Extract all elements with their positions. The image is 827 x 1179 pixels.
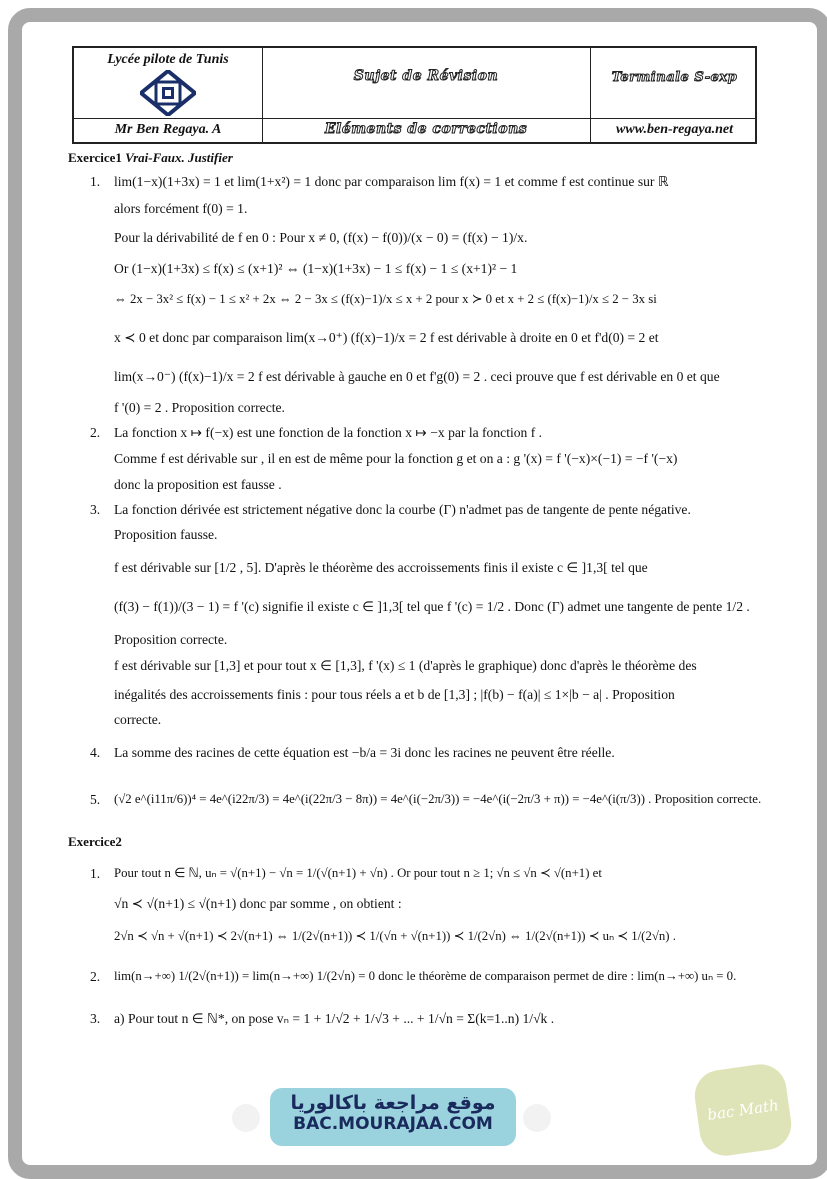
text-line: a) Pour tout n ∈ ℕ*, on pose vₙ = 1 + 1/√2 + 1/√3 + ... + 1/√n = Σ(k=1..n) 1/√k . (114, 1011, 555, 1027)
text-line: inégalités des accroissements finis : pour tous réels a et b de [1,3] ; |f(b) − f(a)| ≤ 1×|b − a| . Proposition (114, 686, 675, 702)
ex2-question-3: 3. a) Pour tout n ∈ ℕ*, on pose vₙ = 1 + 1/√2 + 1/√3 + ... + 1/√n = Σ(k=1..n) 1/√k . (68, 1011, 768, 1028)
bac-math-logo: bac Math (691, 1061, 794, 1159)
text-line: (f(3) − f(1))/(3 − 1) = f '(c) signifie il existe c ∈ ]1,3[ tel que f '(c) = 1/2 . Donc (Γ) admet une tangente de pente 1/2 . (114, 599, 750, 615)
document-body (68, 150, 768, 1028)
level-label: Terminale S-exp (611, 70, 738, 85)
text-line: La somme des racines de cette équation est −b/a = 3i donc les racines ne peuvent être réelle. (114, 744, 615, 760)
exercise2-heading: Exercice2 (68, 833, 122, 849)
text-line: f est dérivable sur [1/2 , 5]. D'après le théorème des accroissements finis il existe c ∈ ]1,3[ tel que (114, 560, 648, 576)
text-line: La fonction dérivée est strictement négative donc la courbe (Γ) n'admet pas de tangente de pente négative. (114, 502, 691, 518)
text-line: x ≺ 0 et donc par comparaison lim(x→0⁺) (f(x)−1)/x = 2 f est dérivable à droite en 0 et f'd(0) = 2 et (114, 330, 659, 346)
ex1-question-5: 5. (√2 e^(i11π/6))⁴ = 4e^(i22π/3) = 4e^(i(22π/3 − 8π)) = 4e^(i(−2π/3)) = −4e^(i(−2π/3 + π)) = −4e^(i(π/3)) . Proposition correcte. (68, 792, 768, 808)
text-line: Comme f est dérivable sur , il en est de même pour la fonction g et on a : g '(x) = f '(−x)×(−1) = −f '(−x) (114, 451, 678, 467)
banner-arabic-title: موقع مراجعة باكالوريا (290, 1092, 496, 1114)
school-name: Lycée pilote de Tunis (107, 52, 229, 67)
book-logo-icon (523, 1104, 551, 1132)
ex2-question-1: 1. Pour tout n ∈ ℕ, uₙ = √(n+1) − √n = 1/(√(n+1) + √n) . Or pour tout n ≥ 1; √n ≤ √n ≺ √(n+1) et √n ≺ √(n+1) ≤ √(n+1) donc par somme , on obtient : 2√n ≺ √n + √(n+1) ≺ 2√(n+1) ⇔ 1/(2√(n+1)) ≺ 1/(√n + √(n+1)) ≺ 1/(2√n) ⇔ 1/(2√(n+1)) ≺ uₙ ≺ 1/(2√n) . (68, 866, 768, 945)
ex1-question-3: 3. La fonction dérivée est strictement négative donc la courbe (Γ) n'admet pas de tangente de pente négative. Proposition fausse. f est dérivable sur [1/2 , 5]. D'après le théorème des accroissements finis il existe c ∈ ]1,3[ tel que (f(3) − f(1))/(3 − 1) = f '(c) signifie il existe c ∈ ]1,3[ tel que f '(c) = 1/2 . Donc (Γ) admet une tangente de pente 1/2 . Proposition correcte. f est dérivable sur [1,3] et pour tout x ∈ [1,3], f '(x) ≤ 1 (d'après le graphique) donc d'après le théorème des inégalités des accroissements finis : pour tous réels a et b de [1,3] ; |f(b) − f(a)| ≤ 1×|b − a| . Proposition correcte. (68, 502, 768, 729)
ex1-question-2: 2. La fonction x ↦ f(−x) est une fonction de la fonction x ↦ −x par la fonction f . Comme f est dérivable sur , il en est de même pour la fonction g et on a : g '(x) = f '(−x)×(−1) = −f '(−x) donc la proposition est fausse . (68, 425, 768, 494)
header-table (72, 46, 757, 144)
text-line: correcte. (114, 711, 162, 727)
text-line: Proposition correcte. (114, 632, 228, 648)
site-banner[interactable] (270, 1088, 516, 1146)
ex2-question-2: 2. lim(n→+∞) 1/(2√(n+1)) = lim(n→+∞) 1/(2√n) = 0 donc le théorème de comparaison permet de dire : lim(n→+∞) uₙ = 0. (68, 969, 768, 985)
exercise1-heading: Exercice1 Vrai-Faux. Justifier (68, 150, 233, 165)
banner-site-url[interactable]: BAC.MOURAJAA.COM (293, 1114, 493, 1134)
website[interactable]: www.ben-regaya.net (616, 122, 733, 137)
text-line: Pour la dérivabilité de f en 0 : Pour x ≠ 0, (f(x) − f(0))/(x − 0) = (f(x) − 1)/x. (114, 230, 528, 246)
doc-title: Sujet de Révision (353, 68, 499, 84)
text-line: lim(1−x)(1+3x) = 1 et lim(1+x²) = 1 donc par comparaison lim f(x) = 1 et comme f est continue sur ℝ (114, 174, 669, 190)
ex1-question-4: 4. La somme des racines de cette équation est −b/a = 3i donc les racines ne peuvent être réelle. (68, 745, 768, 762)
text-line: f '(0) = 2 . Proposition correcte. (114, 400, 285, 416)
text-line: ⇔ 2x − 3x² ≤ f(x) − 1 ≤ x² + 2x ⇔ 2 − 3x ≤ (f(x)−1)/x ≤ x + 2 pour x ≻ 0 et x + 2 ≤ (f(x)−1)/x ≤ 2 − 3x si (114, 292, 657, 307)
text-line: (√2 e^(i11π/6))⁴ = 4e^(i22π/3) = 4e^(i(22π/3 − 8π)) = 4e^(i(−2π/3)) = −4e^(i(−2π/3 + π)) = −4e^(i(π/3)) . Proposition correcte. (114, 791, 762, 806)
book-logo-icon (232, 1104, 260, 1132)
text-line: donc la proposition est fausse . (114, 477, 282, 493)
text-line: La fonction x ↦ f(−x) est une fonction de la fonction x ↦ −x par la fonction f . (114, 425, 543, 441)
text-line: √n ≺ √(n+1) ≤ √(n+1) donc par somme , on obtient : (114, 896, 402, 912)
doc-subtitle: Eléments de corrections (324, 121, 528, 137)
text-line: 2√n ≺ √n + √(n+1) ≺ 2√(n+1) ⇔ 1/(2√(n+1)) ≺ 1/(√n + √(n+1)) ≺ 1/(2√n) ⇔ 1/(2√(n+1)) ≺ uₙ ≺ 1/(2√n) . (114, 929, 676, 944)
text-line: alors forcément f(0) = 1. (114, 201, 248, 217)
teacher-name: Mr Ben Regaya. A (114, 122, 222, 137)
text-line: Pour tout n ∈ ℕ, uₙ = √(n+1) − √n = 1/(√(n+1) + √n) . Or pour tout n ≥ 1; √n ≤ √n ≺ √(n+1) et (114, 866, 602, 881)
ex1-question-1: 1. lim(1−x)(1+3x) = 1 et lim(1+x²) = 1 donc par comparaison lim f(x) = 1 et comme f est continue sur ℝ alors forcément f(0) = 1. Pour la dérivabilité de f en 0 : Pour x ≠ 0, (f(x) − f(0))/(x − 0) = (f(x) − 1)/x. Or (1−x)(1+3x) ≤ f(x) ≤ (x+1)² ⇔ (1−x)(1+3x) − 1 ≤ f(x) − 1 ≤ (x+1)² − 1 ⇔ 2x − 3x² ≤ f(x) − 1 ≤ x² + 2x ⇔ 2 − 3x ≤ (f(x)−1)/x ≤ x + 2 pour x ≻ 0 et x + 2 ≤ (f(x)−1)/x ≤ 2 − 3x si x ≺ 0 et donc par comparaison lim(x→0⁺) (f(x)−1)/x = 2 f est dérivable à droite en 0 et f'd(0) = 2 et lim(x→0⁻) (f(x)−1)/x = 2 f est dérivable à gauche en 0 et f'g(0) = 2 . ceci prouve que f est dérivable en 0 et que f '(0) = 2 . Proposition correcte. (68, 174, 768, 417)
text-line: f est dérivable sur [1,3] et pour tout x ∈ [1,3], f '(x) ≤ 1 (d'après le graphique) donc d'après le théorème des (114, 658, 697, 673)
school-logo-icon (140, 70, 196, 116)
text-line: lim(x→0⁻) (f(x)−1)/x = 2 f est dérivable à gauche en 0 et f'g(0) = 2 . ceci prouve que f est dérivable en 0 et que (114, 369, 720, 385)
text-line: Proposition fausse. (114, 527, 218, 543)
text-line: lim(n→+∞) 1/(2√(n+1)) = lim(n→+∞) 1/(2√n) = 0 donc le théorème de comparaison permet de dire : lim(n→+∞) uₙ = 0. (114, 969, 737, 984)
text-line: Or (1−x)(1+3x) ≤ f(x) ≤ (x+1)² ⇔ (1−x)(1+3x) − 1 ≤ f(x) − 1 ≤ (x+1)² − 1 (114, 261, 518, 277)
